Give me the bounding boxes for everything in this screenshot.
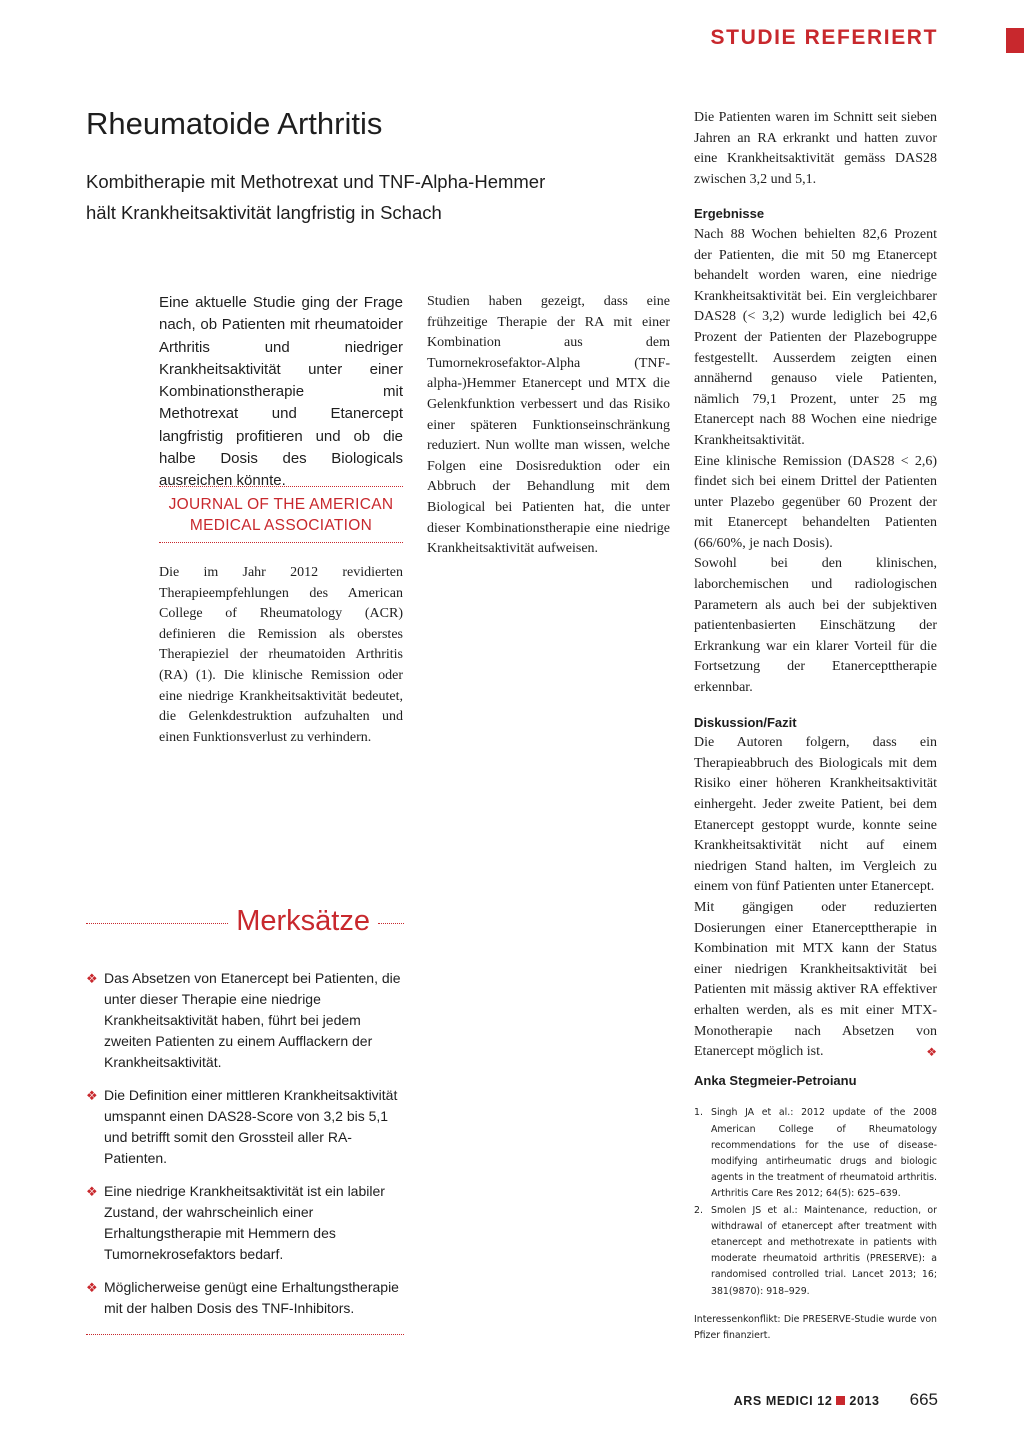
merksaetze-header <box>86 905 404 938</box>
body-column-middle <box>427 292 670 560</box>
section-label: STUDIE REFERIERT <box>710 26 938 49</box>
article-subtitle <box>86 166 646 228</box>
ergebnisse-paragraph-3: Sowohl bei den klinischen, laborchemischen und radiologischen Parametern als auch bei der subjektiven patientenbasierten Einschätzung der Erkrankung war ein klarer Vorteil für die Fortsetzung der Etanercepttherapie erkennbar. <box>694 556 937 696</box>
article-title: Rheumatoide Arthritis <box>86 106 383 141</box>
body-column-right <box>694 108 937 1344</box>
diamond-bullet-icon: ❖ <box>86 1088 98 1103</box>
intro-paragraph-1: Die im Jahr 2012 revidierten Therapieempfehlungen des American College of Rheumatology (ACR) definieren die Remission als oberstes Therapieziel der rheumatoiden Arthritis (RA) (1). Die klinische Remission oder eine niedrige Krankheitsaktivität bedeutet, die Gelenkdestruktion aufzuhalten und einen Funktionsverlust zu verhindern. <box>159 565 403 745</box>
subtitle-line-2: hält Krankheitsaktivität langfristig in Schach <box>86 202 442 223</box>
source-divider-top <box>159 486 403 487</box>
diamond-bullet-icon: ❖ <box>86 971 98 986</box>
source-line-2: MEDICAL ASSOCIATION <box>189 517 373 534</box>
article-lead: Eine aktuelle Studie ging der Frage nach, ob Patienten mit rheumatoider Arthritis und niedriger Krankheitsaktivität unter einer Kombinationstherapie mit Methotrexat und Etanercept langfristig profitieren und ob die halbe Dosis des Biologicals ausreichen könnte. <box>159 294 403 490</box>
methodik-paragraph-5: Die Patienten waren im Schnitt seit sieben Jahren an RA erkrankt und hatten zuvor eine Krankheitsaktivität gemäss DAS28 zwischen 3,2 und 5,1. <box>694 110 937 187</box>
body-column-left <box>159 563 403 748</box>
footer-square-icon <box>836 1396 845 1405</box>
source-divider-bottom <box>159 542 403 543</box>
merksatz-item: ❖ Das Absetzen von Etanercept bei Patienten, die unter dieser Therapie eine niedrige Krankheitsaktivität haben, führt bei jedem zweiten Patienten zu einem Aufflackern der Krankheitsaktivität. <box>86 970 401 1070</box>
diamond-bullet-icon: ❖ <box>86 1280 98 1295</box>
footer-year: 2013 <box>849 1394 880 1408</box>
diskussion-heading: Diskussion/Fazit <box>694 714 797 730</box>
diskussion-paragraph-2 <box>694 898 937 1063</box>
conflict-of-interest: Interessenkonflikt: Die PRESERVE-Studie wurde von Pfizer finanziert. <box>694 1313 937 1341</box>
merksatz-item: ❖ Möglicherweise genügt eine Erhaltungstherapie mit der halben Dosis des TNF-Inhibitors. <box>86 1279 399 1316</box>
merksaetze-divider-bottom <box>86 1334 404 1335</box>
reference-item: 2. Smolen JS et al.: Maintenance, reduction, or withdrawal of etanercept after treatment with etanercept and methotrexate in patients with moderate rheumatoid arthritis (PRESERVE): a randomised controlled trial. Lancet 2013; 16; 381(9870): 918–929. <box>694 1204 937 1297</box>
merksaetze-list <box>86 968 404 1331</box>
merksatz-item: ❖ Die Definition einer mittleren Krankheitsaktivität umspannt einen DAS28-Score von 3,2 bis 5,1 und betrifft somit den Grossteil aller RA-Patienten. <box>86 1087 398 1166</box>
section-marker <box>1006 28 1024 53</box>
intro-paragraph-2: Studien haben gezeigt, dass eine frühzeitige Therapie der RA mit einer Kombination aus dem Tumornekrosefaktor-Alpha (TNF-alpha-)Hemmer Etanercept und MTX die Gelenkfunktion verbessert und das Risiko einer späteren Funktionseinschränkung reduziert. Nun wollte man wissen, welche Folgen eine Dosisreduktion oder ein Abbruch der Behandlung mit dem Biological bei Patienten hat, die unter dieser Kombinationstherapie eine niedrige Krankheitsaktivität aufweisen. <box>427 294 670 557</box>
merksaetze-title: Merksätze <box>236 905 370 937</box>
page-footer <box>734 1390 938 1410</box>
ergebnisse-paragraph-2: Eine klinische Remission (DAS28 < 2,6) findet sich bei einem Drittel der Patienten unter Plazebo gegenüber 60 Prozent der mit Etanercept behandelten Patienten (66/60%, je nach Dosis). <box>694 453 937 551</box>
end-mark-icon: ❖ <box>926 1045 937 1060</box>
diskussion-paragraph-1: Die Autoren folgern, dass ein Therapieabbruch des Biologicals mit dem Risiko einer höheren Krankheitsaktivität einhergeht. Jeder zweite Patient, bei dem Etanercept gestoppt wurde, konnte seine Krankheitsaktivität nicht auf einem niedrigen Stand halten, im Vergleich zu einem von fünf Patienten unter Etanercept. <box>694 735 937 895</box>
ergebnisse-heading: Ergebnisse <box>694 206 765 222</box>
source-journal <box>159 494 403 536</box>
reference-item: 1. Singh JA et al.: 2012 update of the 2008 American College of Rheumatology recommendations for the use of disease-modifying antirheumatic drugs and biologic agents in the treatment of rheumatoid arthritis. Arthritis Care Res 2012; 64(5): 625–639. <box>694 1107 937 1200</box>
ergebnisse-paragraph-1: Nach 88 Wochen behielten 82,6 Prozent der Patienten, die mit 50 mg Etanercept behandelt worden waren, eine niedrige Krankheitsaktivität bei. Ein vergleichbarer DAS28 (< 3,2) wurde lediglich bei 42,6 Prozent der Patienten der Plazebogruppe festgestellt. Ausserdem zeigten einen annähernd genauso viele Patienten, nämlich 79,1 Prozent, unter 25 mg Etanercept nach 88 Wochen eine niedrige Krankheitsaktivität. <box>694 226 937 448</box>
source-line-1: JOURNAL OF THE AMERICAN <box>168 496 394 513</box>
subtitle-line-1: Kombitherapie mit Methotrexat und TNF-Alpha-Hemmer <box>86 171 546 192</box>
merksaetze-dots-left <box>86 923 228 924</box>
merksatz-item: ❖ Eine niedrige Krankheitsaktivität ist ein labiler Zustand, der wahrscheinlich einer Erhaltungstherapie mit Hemmern des Tumornekrosefaktors bedarf. <box>86 1183 385 1262</box>
diskussion-paragraph-2-text: Mit gängigen oder reduzierten Dosierungen einer Etanercepttherapie in Kombination mit MTX kann der Status einer niedrigen Krankheitsaktivität bei Patienten mit mässig aktiver RA effektiver erhalten werden, als es mit einer MTX-Monotherapie nach Absetzen von Etanercept möglich ist. <box>694 899 937 1060</box>
reference-list <box>694 1105 937 1299</box>
merksaetze-dots-right <box>378 923 404 924</box>
diamond-bullet-icon: ❖ <box>86 1184 98 1199</box>
footer-journal: ARS MEDICI 12 <box>733 1394 833 1408</box>
page-number: 665 <box>909 1390 938 1409</box>
author-name: Anka Stegmeier-Petroianu <box>694 1072 857 1088</box>
